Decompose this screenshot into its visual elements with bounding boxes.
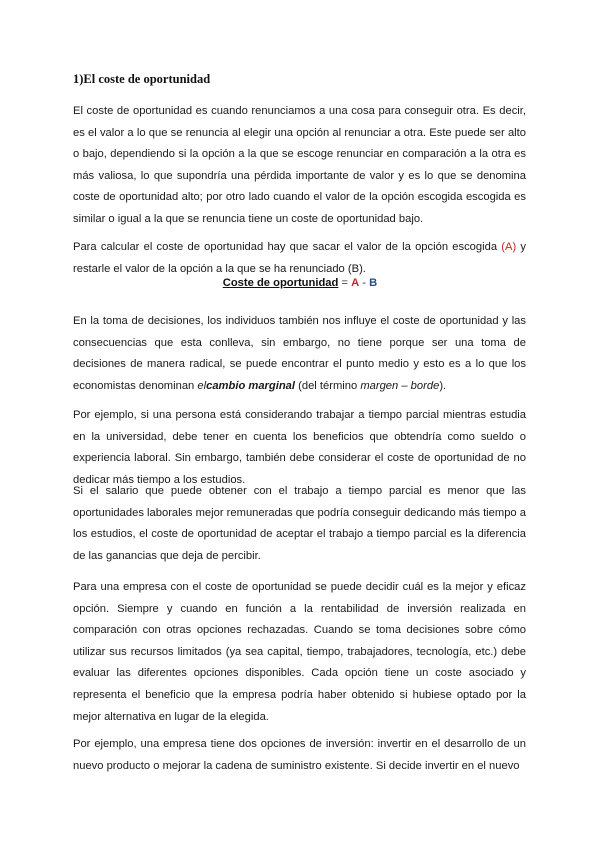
paragraph-example-student: Por ejemplo, si una persona está considerando trabajar a tiempo parcial mientras estudia en la universidad, debe tener en cuenta los beneficios que obtendría como sueldo o experiencia laboral. Sin embargo, también debe considerar el coste de oportunidad de no dedicar más tiempo a los estudios.	[73, 409, 526, 486]
paragraph-company: Para una empresa con el coste de oportunidad se puede decidir cuál es la mejor y eficaz opción. Siempre y cuando en función a la rentabilidad de inversión realizada en comparación con otras opciones rechazadas. Cuando se toma decisiones sobre cómo utilizar sus recursos limitados (ya sea capital, tiempo, trabajadores, tecnología, etc.) debe evaluar las diferentes opciones disponibles. Cada opción tiene un coste asociado y representa el beneficio que la empresa podría haber obtenido si hubiese optado por la mejor alternativa en lugar de la elegida.	[73, 581, 526, 723]
paragraph-definition: El coste de oportunidad es cuando renunciamos a una cosa para conseguir otra. Es decir, es el valor a lo que se renuncia al elegir una opción al renunciar a otra. Este puede ser alto o bajo, dependiendo si la opción a la que se escoge renunciar en comparación a la otra es más valiosa, lo que supondría una pérdida importante de valor y es lo que se denomina coste de oportunidad alto; por otro lado cuando el valor de la opción escogida escogida es similar o igual a la que se renuncia tiene un coste de oportunidad bajo.	[73, 105, 526, 225]
paragraph-salary: Si el salario que puede obtener con el trabajo a tiempo parcial es menor que las oportunidades laborales mejor remuneradas que podría conseguir dedicando más tiempo a los estudios, el coste de oportunidad de aceptar el trabajo a tiempo parcial es la diferencia de las ganancias que deja de percibir.	[73, 485, 526, 562]
formula-b: B	[369, 277, 378, 289]
term-margen-borde: margen – borde	[360, 379, 440, 392]
article-el: el	[197, 379, 207, 392]
calculation-text-after: y restarle el valor de la opción a la que se ha renunciado (B).	[73, 241, 526, 275]
section-heading: 1)El coste de oportunidad	[73, 72, 211, 86]
calculation-text-before: Para calcular el coste de oportunidad hay que sacar el valor de la opción escogida	[73, 241, 502, 253]
decisions-text: En la toma de decisiones, los individuos también nos influye el coste de oportunidad y las consecuencias que esta conlleva, sin embargo, no tiene porque ser una toma de decisiones de manera radical, se puede encontrar el punto medio y esto es a lo que los economistas denominan	[73, 315, 526, 392]
formula-label: Coste de oportunidad	[222, 277, 339, 289]
formula-a: A	[351, 277, 360, 289]
term-middle: (del término	[295, 379, 361, 392]
formula-minus: -	[359, 277, 370, 289]
option-a-marker: (A)	[501, 241, 517, 253]
paragraph-example-company: Por ejemplo, una empresa tiene dos opciones de inversión: invertir en el desarrollo de un nuevo producto o mejorar la cadena de suministro existente. Si decide invertir en el nuevo	[73, 738, 526, 772]
term-end: ).	[439, 379, 447, 392]
term-cambio-marginal: cambio marginal	[206, 379, 296, 392]
paragraph-decisions	[73, 311, 526, 397]
formula-equals: =	[338, 277, 352, 289]
formula-line	[0, 273, 600, 295]
